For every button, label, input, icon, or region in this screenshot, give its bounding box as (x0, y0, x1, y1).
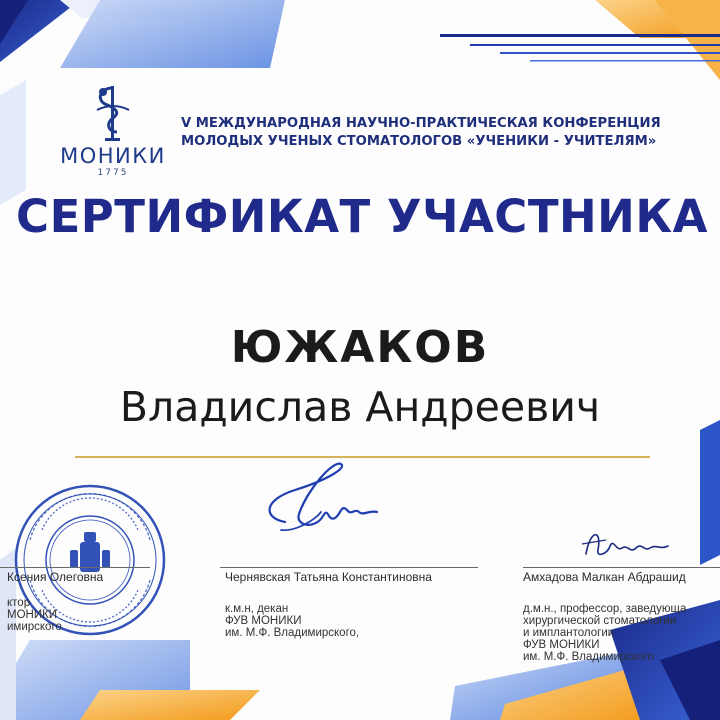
participant-given-name: Владислав Андреевич (119, 383, 601, 431)
signatory-left-role-2: МОНИКИ (7, 609, 58, 621)
signatory-left-role-3: имирского (7, 621, 62, 633)
deco-right-stripe (700, 420, 720, 565)
deco-bottom-left-orange (80, 690, 260, 720)
right-signature-icon (580, 520, 680, 564)
logo-year: 1775 (97, 168, 129, 178)
signature-line-left (0, 567, 150, 568)
signatory-left-role-1: ктор (7, 597, 31, 609)
signatory-middle-role-3: им. М.Ф. Владимирского, (225, 627, 360, 639)
conference-title (181, 115, 701, 151)
divider-line (75, 456, 650, 458)
signatory-left-name: Ксения Олеговна (7, 570, 104, 584)
signature-line-middle (220, 567, 478, 568)
signatory-right-role-1: д.м.н., профессор, заведующа (523, 603, 687, 615)
signatory-right-role-2: хирургической стоматологии (523, 615, 677, 627)
caduceus-icon (91, 82, 135, 144)
signatory-left (7, 571, 103, 633)
moniki-logo (52, 82, 174, 178)
conference-line-2: МОЛОДЫХ УЧЕНЫХ СТОМАТОЛОГОВ «УЧЕНИКИ - УЧИТЕЛЯМ» (181, 134, 657, 149)
signatory-right-role-3: и имплантологии (523, 627, 615, 639)
signatory-right-role-5: им. М.Ф. Владимирского (523, 651, 654, 663)
signatory-middle-role-1: к.м.н, декан (225, 603, 289, 615)
signature-icon (255, 460, 395, 550)
signatory-middle-role-2: ФУВ МОНИКИ (225, 615, 302, 627)
signatory-right (523, 571, 720, 663)
participant-surname: ЮЖАКОВ (230, 322, 490, 373)
conference-line-1: V МЕЖДУНАРОДНАЯ НАУЧНО-ПРАКТИЧЕСКАЯ КОНФЕРЕНЦИЯ (181, 116, 661, 131)
signatory-middle-name: Чернявская Татьяна Константиновна (225, 570, 432, 584)
certificate-title: СЕРТИФИКАТ УЧАСТНИКА (16, 190, 708, 243)
logo-name: МОНИКИ (60, 144, 166, 168)
signatory-right-role-4: ФУВ МОНИКИ (523, 639, 600, 651)
signatory-right-name: Амхадова Малкан Абдрашид (523, 571, 686, 584)
signature-line-right (523, 567, 720, 568)
signatory-middle (225, 571, 432, 639)
